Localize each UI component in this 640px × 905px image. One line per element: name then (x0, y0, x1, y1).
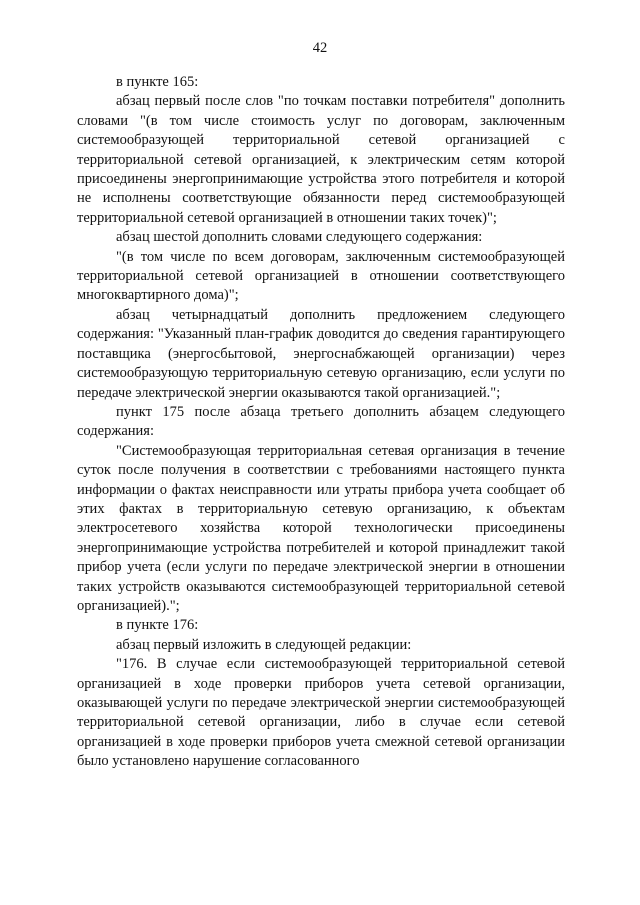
paragraph-9: абзац первый изложить в следующей редакции: (116, 636, 412, 653)
document-body (77, 73, 565, 772)
paragraph-10: "176. В случае если системообразующей территориальной сетевой организацией в ходе проверки приборов учета сетевой организации, оказывающей услуги по передаче электрической энергии системообразующей территориальной сетевой организации, либо в случае если сетевой организацией в ходе проверки приборов учета смежной сетевой организации было установлено нарушение согласованного (77, 656, 565, 770)
paragraph-2: абзац первый после слов "по точкам поставки потребителя" дополнить словами "(в том числе стоимость услуг по договорам, заключенным системообразующей территориальной сетевой организацией с территориальной сетевой организацией, к электрическим сетям которой присоединены энергопринимающие устройства этого потребителя и которой не исполнены соответствующие обязанности перед системообразующей территориальной сетевой организацией в отношении таких точек)"; (77, 93, 565, 226)
paragraph-1: в пункте 165: (116, 74, 199, 90)
paragraph-6: пункт 175 после абзаца третьего дополнить абзацем следующего содержания: (77, 403, 565, 440)
paragraph-7: "Системообразующая территориальная сетевая организация в течение суток после получения в соответствии с требованиями настоящего пункта информации о фактах неисправности или утраты прибора учета сообщает об этих фактах в территориальную сетевую организацию, к объектам электросетевого хозяйства которой технологически присоединены энергопринимающие устройства потребителей и которой принадлежит такой прибор учета (если услуги по передаче электрической энергии в отношении таких устройств оказываются системообразующей территориальной сетевой организацией)."; (77, 442, 565, 614)
paragraph-3: абзац шестой дополнить словами следующего содержания: (116, 229, 483, 246)
paragraph-8: в пункте 176: (116, 617, 199, 634)
page-number: 42 (312, 40, 328, 56)
paragraph-5: абзац четырнадцатый дополнить предложением следующего содержания: "Указанный план-график доводится до сведения гарантирующего поставщика (энергосбытовой, энергоснабжающей организации) через системообразующую территориальную сетевую организацию, если услуги по передаче электрической энергии оказываются такой организацией."; (77, 306, 565, 401)
paragraph-4: "(в том числе по всем договорам, заключенным системообразующей территориальной сетевой организацией в отношении соответствующего многоквартирного дома)"; (77, 248, 565, 304)
